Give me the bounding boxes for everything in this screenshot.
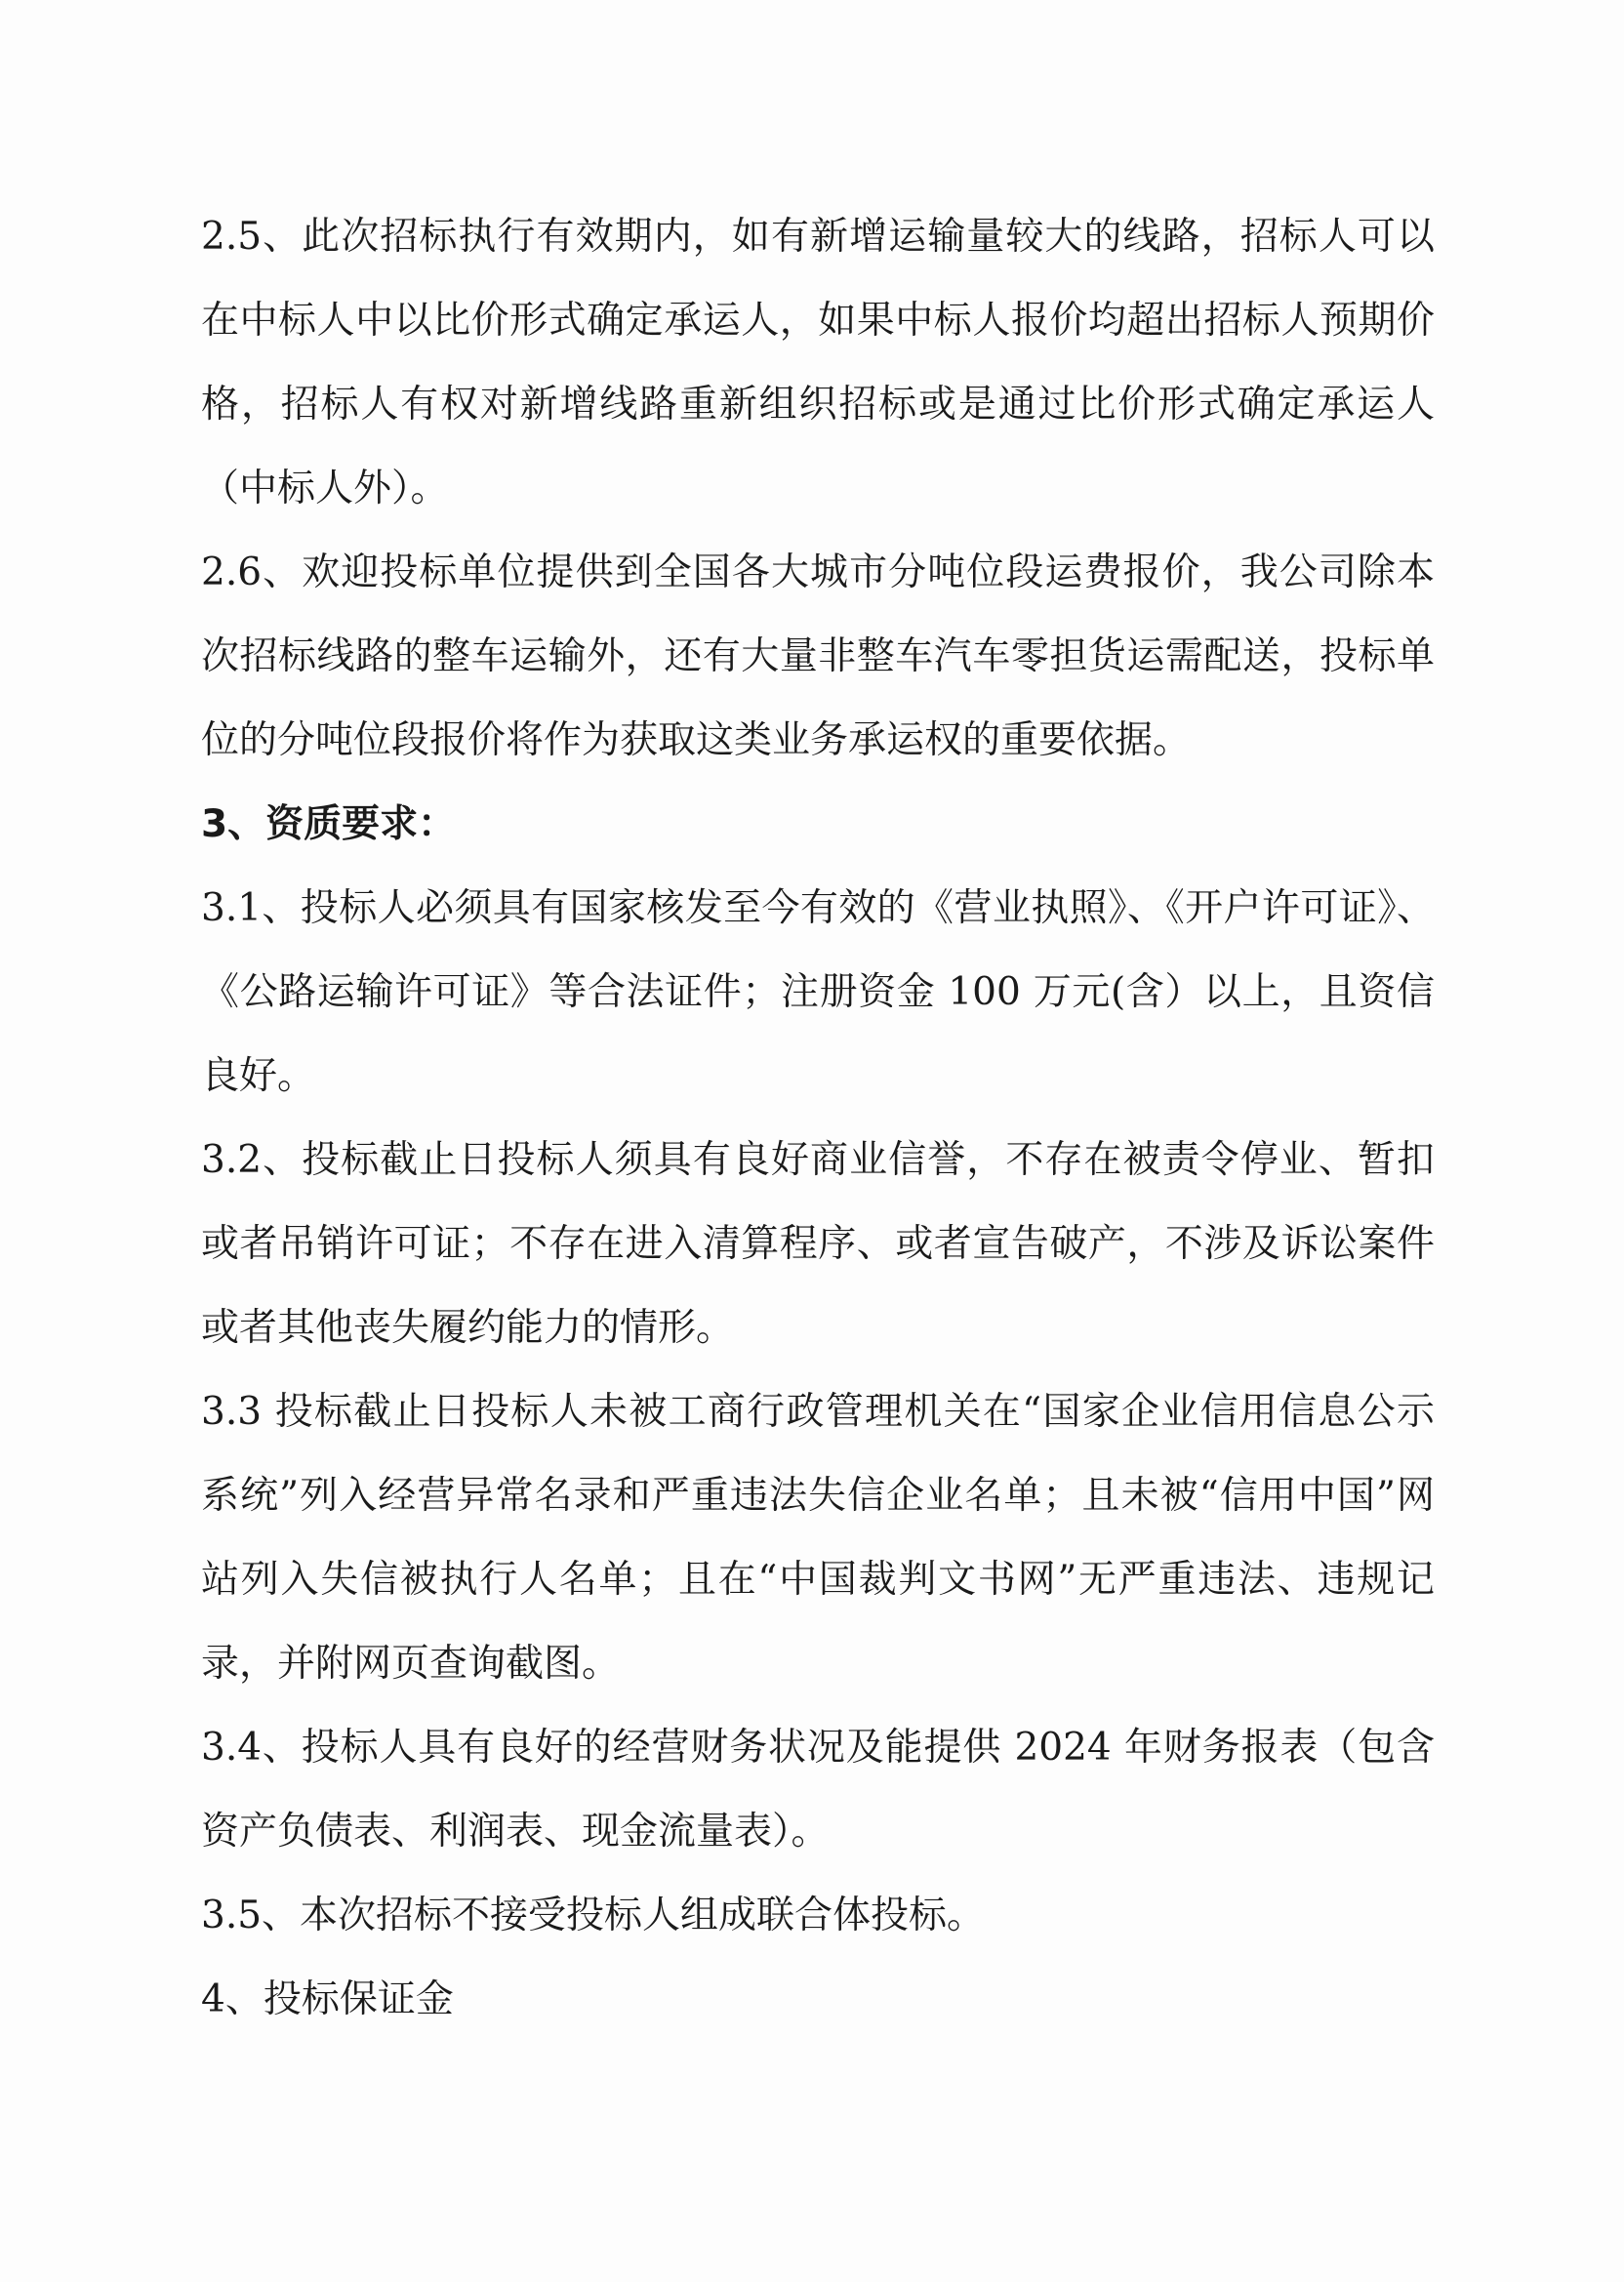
paragraph-3-5: 3.5、本次招标不接受投标人组成联合体投标。 xyxy=(201,1894,986,1937)
section-heading-bid-bond: 4、投标保证金 xyxy=(201,1977,454,2021)
paragraph-3-4: 3.4、投标人具有良好的经营财务状况及能提供 2024 年财务报表（包含资产负债表、利润表、现金流量表）。 xyxy=(201,1726,1435,1854)
paragraph-3-2: 3.2、投标截止日投标人须具有良好商业信誉，不存在被责令停业、暂扣或者吊销许可证；不存在进入清算程序、或者宣告破产，不涉及诉讼案件或者其他丧失履约能力的情形。 xyxy=(201,1138,1435,1350)
paragraph-3-1: 3.1、投标人必须具有国家核发至今有效的《营业执照》、《开户许可证》、《公路运输许可证》等合法证件；注册资金 100 万元(含）以上，且资信良好。 xyxy=(201,886,1435,1098)
section-heading-qualification: 3、资质要求： xyxy=(201,802,457,846)
document-body xyxy=(201,195,1435,2042)
paragraph-3-3: 3.3 投标截止日投标人未被工商行政管理机关在“国家企业信用信息公示系统”列入经营异常名录和严重违法失信企业名单；且未被“信用中国”网站列入失信被执行人名单；且在“中国裁判文书网”无严重违法、违规记录，并附网页查询截图。 xyxy=(201,1390,1435,1686)
paragraph-2-6: 2.6、欢迎投标单位提供到全国各大城市分吨位段运费报价，我公司除本次招标线路的整车运输外，还有大量非整车汽车零担货运需配送，投标单位的分吨位段报价将作为获取这类业务承运权的重要依据。 xyxy=(201,550,1435,762)
paragraph-2-5: 2.5、此次招标执行有效期内，如有新增运输量较大的线路，招标人可以在中标人中以比价形式确定承运人，如果中标人报价均超出招标人预期价格，招标人有权对新增线路重新组织招标或是通过比价形式确定承运人（中标人外）。 xyxy=(201,215,1435,510)
